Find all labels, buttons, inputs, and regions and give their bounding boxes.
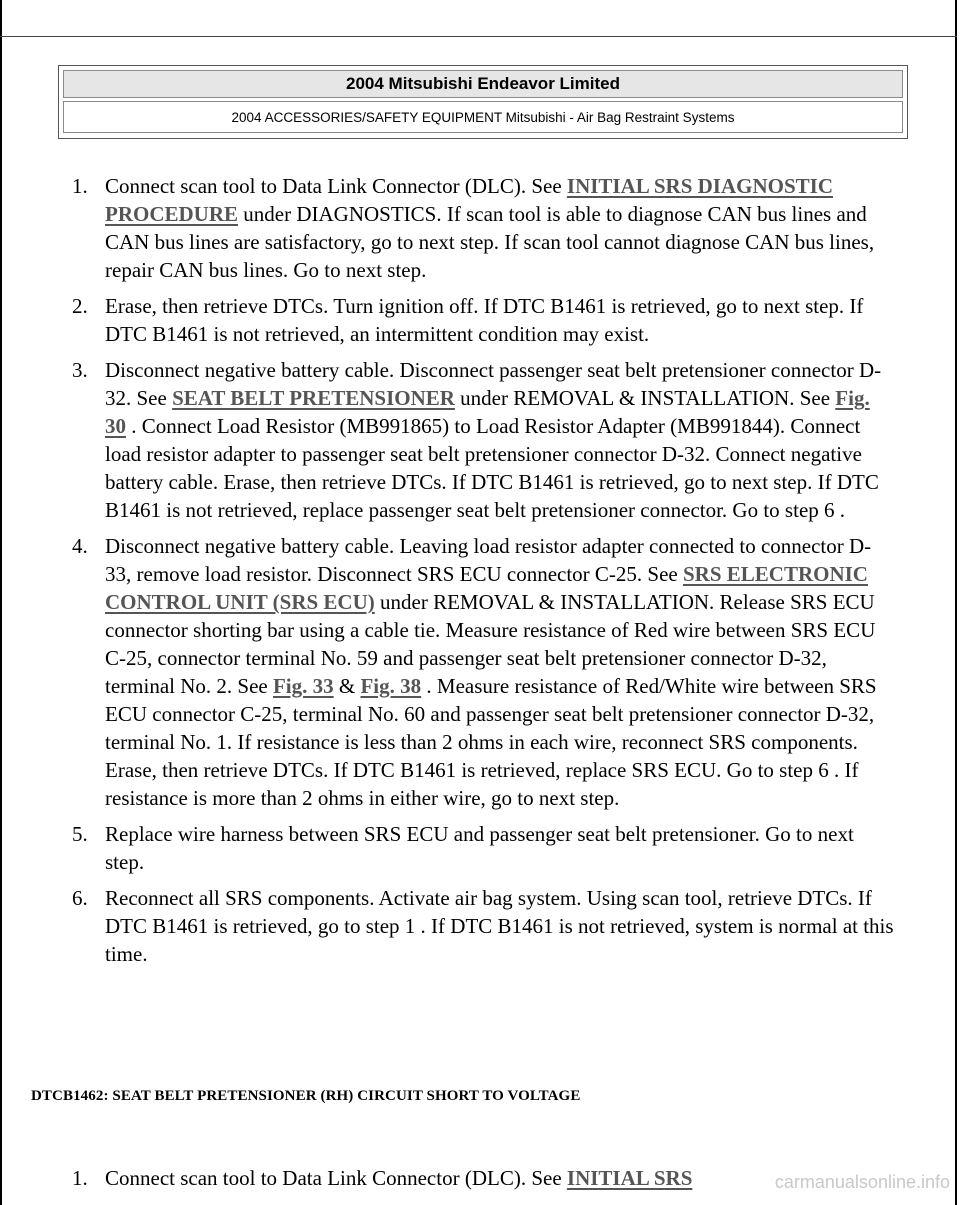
step-text: Disconnect negative battery cable. Leaving load resistor adapter connected to connector D-33, remove load resistor. Disconnect SRS ECU connector C-25. See bbox=[105, 534, 872, 586]
step-text: Connect scan tool to Data Link Connector (DLC). See bbox=[105, 174, 567, 198]
procedure-step-4 bbox=[0, 532, 895, 812]
step-number: 2. bbox=[72, 294, 88, 318]
step-text: . Measure resistance of Red/White wire between SRS ECU connector C-25, terminal No. 60 and passenger seat belt pretensioner connector D-32, terminal No. 1. If resistance is less than 2 ohms in each wire, reconnect SRS components. Erase, then retrieve DTCs. If DTC B1461 is retrieved, replace SRS ECU. Go to step 6 . If resistance is more than 2 ohms in either wire, go to next step. bbox=[105, 674, 877, 810]
procedure-step-2 bbox=[0, 292, 895, 348]
step-text: under DIAGNOSTICS. If scan tool is able to diagnose CAN bus lines and CAN bus lines are satisfactory, go to next step. If scan tool cannot diagnose CAN bus lines, repair CAN bus lines. Go to next step. bbox=[105, 202, 875, 282]
seat-belt-pretensioner-link[interactable]: SEAT BELT PRETENSIONER bbox=[172, 386, 455, 410]
step-number: 4. bbox=[72, 534, 88, 558]
step-number: 5. bbox=[72, 822, 88, 846]
procedure-content bbox=[0, 172, 960, 976]
step-text: & bbox=[333, 674, 361, 698]
procedure-steps bbox=[0, 172, 960, 968]
step-number: 6. bbox=[72, 886, 88, 910]
procedure-step-3 bbox=[0, 356, 895, 524]
step-text: Reconnect all SRS components. Activate air bag system. Using scan tool, retrieve DTCs. If DTC B1461 is retrieved, go to step 1 . If DTC B1461 is not retrieved, system is normal at this time. bbox=[105, 886, 894, 966]
step-text: Erase, then retrieve DTCs. Turn ignition off. If DTC B1461 is retrieved, go to next step. If DTC B1461 is not retrieved, an intermittent condition may exist. bbox=[105, 294, 864, 346]
step-text: Disconnect negative battery cable. Disconnect passenger seat belt pretensioner connector D-32. See bbox=[105, 358, 882, 410]
step-text: . Connect Load Resistor (MB991865) to Load Resistor Adapter (MB991844). Connect load resistor adapter to passenger seat belt pretensioner connector D-32. Connect negative battery cable. Erase, then retrieve DTCs. If DTC B1461 is retrieved, go to next step. If DTC B1461 is not retrieved, replace passenger seat belt pretensioner connector. Go to step 6 . bbox=[105, 414, 879, 522]
fig-38-link[interactable]: Fig. 38 bbox=[360, 674, 422, 698]
procedure-step-5 bbox=[0, 820, 895, 876]
step-number: 1. bbox=[72, 1166, 88, 1190]
fig-30-link[interactable]: Fig. 30 bbox=[105, 386, 870, 438]
step-text: Replace wire harness between SRS ECU and passenger seat belt pretensioner. Go to next step. bbox=[105, 822, 854, 874]
srs-ecu-link[interactable]: SRS ELECTRONIC CONTROL UNIT (SRS ECU) bbox=[105, 562, 868, 614]
step-text: under REMOVAL & INSTALLATION. See bbox=[454, 386, 836, 410]
step-text: under REMOVAL & INSTALLATION. Release SRS ECU connector shorting bar using a cable tie. Measure resistance of Red wire between SRS ECU C-25, connector terminal No. 59 and passenger seat belt pretensioner connector D-32, terminal No. 2. See bbox=[105, 590, 876, 698]
step-text: Connect scan tool to Data Link Connector (DLC). See bbox=[105, 1166, 567, 1190]
document-title: 2004 Mitsubishi Endeavor Limited bbox=[63, 70, 903, 98]
step-number: 3. bbox=[72, 358, 88, 382]
section-heading: DTCB1462: SEAT BELT PRETENSIONER (RH) CIRCUIT SHORT TO VOLTAGE bbox=[31, 1088, 581, 1104]
fig-33-link[interactable]: Fig. 33 bbox=[272, 674, 334, 698]
page-border-top bbox=[0, 36, 957, 37]
watermark: carmanualsonline.info bbox=[774, 1172, 950, 1192]
procedure-step-6 bbox=[0, 884, 895, 968]
document-header bbox=[58, 65, 908, 139]
procedure-step-1 bbox=[0, 172, 895, 284]
initial-srs-diagnostic-procedure-link[interactable]: INITIAL SRS DIAGNOSTIC PROCEDURE bbox=[105, 174, 833, 226]
step-number: 1. bbox=[72, 174, 88, 198]
document-subtitle: 2004 ACCESSORIES/SAFETY EQUIPMENT Mitsubishi - Air Bag Restraint Systems bbox=[63, 101, 903, 133]
initial-srs-link[interactable]: INITIAL SRS bbox=[566, 1166, 693, 1190]
